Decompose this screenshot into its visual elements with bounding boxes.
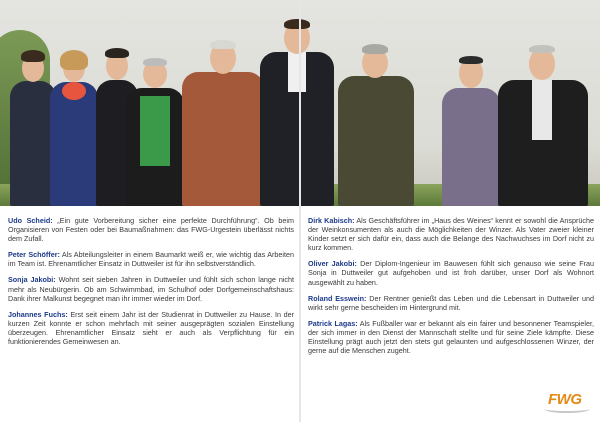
person-name: Oliver Jakobi:	[308, 259, 357, 269]
person-description: Als Fußballer war er bekannt als ein fairer und besonnener Teamspieler, der sich immer in den Dienst der Mannschaft stellte und für seine Ziele kämpfte. Diese Einstellung prägt auch jetzt den stets gut gelaunten und aufgeschlossenen Winzer, der gerne auf die Menschen zugeht.	[308, 318, 594, 356]
person-description: „Ein gute Vorbereitung sicher eine perfekte Durchführung“. Ob beim Organisieren von Festen oder bei Baumaßnahmen: das FWG-Urgestein überlässt nichts dem Zufall.	[8, 216, 294, 244]
text-column-left	[8, 216, 294, 353]
person-entry	[8, 250, 294, 268]
person-entry	[308, 294, 594, 312]
person-description: Als Geschäftsführer im „Haus des Weines“ kennt er sowohl die Ansprüche der Weinkonsumenten als auch die Möglichkeiten der Winzer. Als Vater zweier kleiner Kinder setzt er sich dafür ein, dass auch die Belange des Nachwuchses im Dorf nicht zu kurz kommen.	[308, 216, 594, 253]
person-name: Udo Scheid:	[8, 216, 53, 225]
logo-swoosh	[544, 405, 590, 413]
person-description: Wohnt seit sieben Jahren in Duttweiler und fühlt sich schon lange nicht mehr als Neubürgerin. Ob am Schwimmbad, im Schulhof oder Dorfgemeinschaftshaus: Dank ihrer Malkunst begegnet man ihr immer wieder im Dorf.	[8, 275, 294, 303]
person-name: Johannes Fuchs:	[8, 309, 68, 319]
text-column-right	[308, 216, 594, 362]
person-figure	[178, 28, 268, 206]
person-figure	[440, 48, 502, 206]
person-figure	[256, 10, 338, 206]
person-entry	[308, 259, 594, 286]
person-description: Der Diplom-Ingenieur im Bauwesen fühlt sich genauso wie seine Frau Sonja in Duttweiler gut aufgehoben und ist froh darüber, unser Dorf als Wohnort ausgewählt zu haben.	[308, 259, 595, 287]
person-name: Peter Schöffer:	[8, 250, 60, 260]
person-description: Erst seit einem Jahr ist der Studienrat in Duttweiler zu Hause. In der kurzen Zeit konnte er schon mehrfach mit seiner ausgeprägten sozialen Einstellung überzeugen. Ehrenamtlicher Einsatz sieht er auch als Verpflichtung für ein funktionierendes Gemeinwesen an.	[8, 309, 294, 347]
person-figure	[46, 38, 102, 206]
page-fold	[299, 0, 301, 422]
person-entry	[8, 216, 294, 243]
person-name: Sonja Jakobi:	[8, 275, 56, 285]
person-description: Der Rentner genießt das Leben und die Lebensart in Duttweiler und wirkt sehr gerne bescheiden im Hintergrund mit.	[308, 293, 594, 312]
person-name: Dirk Kabisch:	[308, 216, 355, 225]
person-figure	[124, 46, 186, 206]
person-name: Patrick Lagas:	[308, 318, 358, 328]
person-figure	[494, 36, 592, 206]
person-entry	[308, 216, 594, 252]
person-description: Als Abteilungsleiter in einem Baumarkt weiß er, wie wichtig das Arbeiten im Team ist. Ehrenamtlicher Einsatz in Duttweiler ist für ihn selbstverständlich.	[8, 250, 294, 269]
person-entry	[8, 275, 294, 302]
person-entry	[8, 310, 294, 346]
person-entry	[308, 319, 594, 355]
fwg-logo: FWG	[548, 391, 582, 408]
person-figure	[336, 36, 416, 206]
person-name: Roland Esswein:	[308, 293, 367, 303]
